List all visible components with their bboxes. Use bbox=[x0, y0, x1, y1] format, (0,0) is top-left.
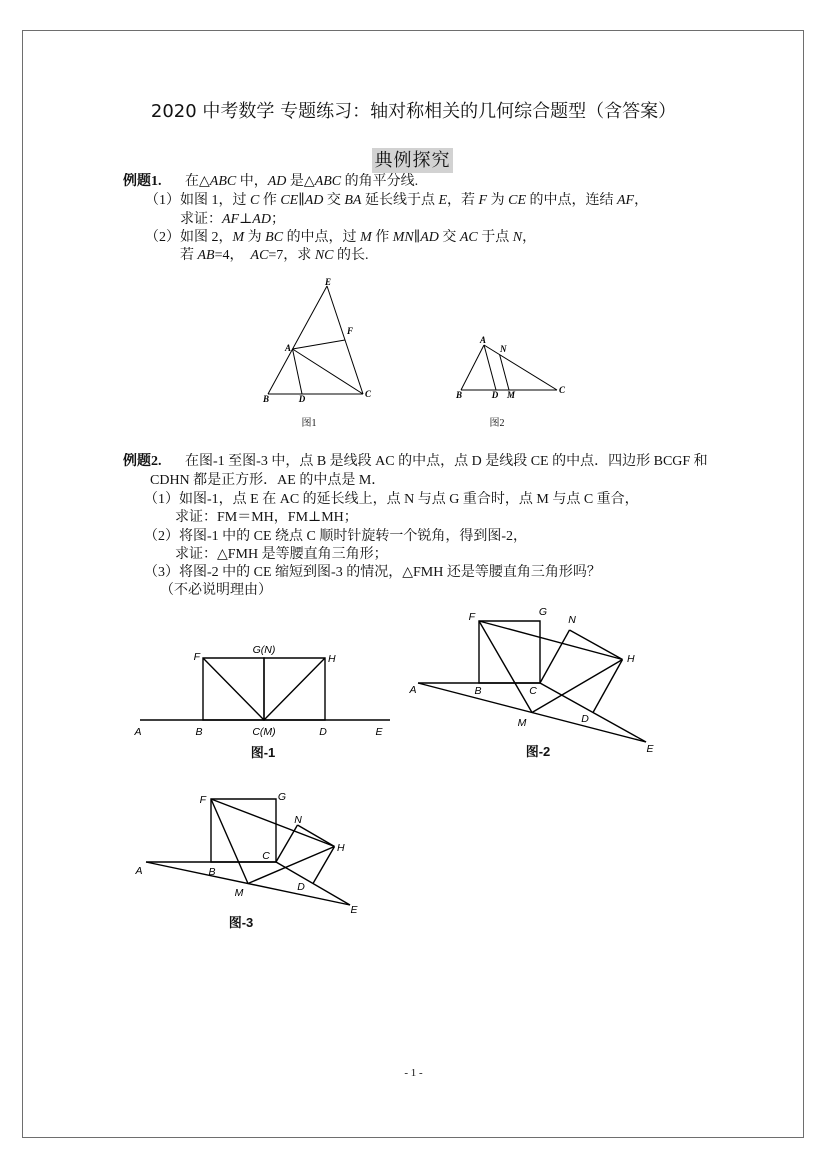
segment-dh bbox=[313, 847, 335, 884]
example1-figure2-diagram bbox=[450, 332, 570, 404]
point-label-m: M bbox=[234, 887, 244, 899]
segment-ab bbox=[461, 345, 484, 390]
example2-line-7: （3）将图-2 中的 CE 缩短到图-3 的情况，△FMH 还是等腰直角三角形吗？ bbox=[144, 565, 601, 580]
segment-hm bbox=[264, 658, 325, 720]
example2-label: 例题2. bbox=[123, 454, 162, 469]
math-variable: AF bbox=[617, 193, 635, 208]
text-run: 中， bbox=[236, 174, 268, 189]
math-variable: AD bbox=[267, 174, 287, 189]
text-run: 作 bbox=[259, 193, 281, 208]
math-variable: M bbox=[232, 230, 245, 245]
example1-line-1 bbox=[185, 173, 418, 191]
point-label-e: E bbox=[324, 277, 332, 287]
example2-figure3-caption: 图-3 bbox=[228, 915, 254, 930]
text-run: 为 bbox=[244, 230, 266, 245]
point-label-h: H bbox=[337, 842, 345, 854]
text-run: （1）如图 1，过 bbox=[145, 193, 250, 208]
example2-line-4: 求证：FM＝MH，FM⊥MH； bbox=[175, 510, 358, 525]
text-run: （2）如图 2， bbox=[145, 230, 233, 245]
math-variable: CE bbox=[508, 193, 526, 208]
point-label-m: M bbox=[517, 717, 527, 729]
example2-figure3-diagram bbox=[130, 788, 365, 918]
point-label-a: A bbox=[134, 726, 142, 738]
math-variable: M bbox=[360, 230, 372, 245]
point-label-c: C bbox=[365, 389, 372, 399]
text-run: ， bbox=[634, 193, 649, 208]
segment-fm bbox=[203, 658, 264, 720]
text-run: 为 bbox=[487, 193, 509, 208]
text-run: 作 bbox=[371, 230, 393, 245]
text-run: 延长线于点 bbox=[361, 193, 439, 208]
math-variable: NC bbox=[314, 248, 334, 263]
math-variable: C bbox=[250, 193, 260, 208]
example2-line-8: （不必说明理由） bbox=[160, 583, 272, 598]
point-label-h: H bbox=[328, 653, 336, 665]
text-run: 交 bbox=[438, 230, 460, 245]
example1-line-3 bbox=[180, 211, 285, 229]
point-label-c: C bbox=[262, 850, 270, 862]
math-variable: AD bbox=[252, 212, 271, 227]
text-run: 是△ bbox=[286, 174, 315, 189]
text-run: ，若 bbox=[447, 193, 479, 208]
math-variable: AF bbox=[222, 212, 240, 227]
point-label-h: H bbox=[627, 653, 635, 665]
segment-mh bbox=[248, 847, 335, 884]
point-label-d: D bbox=[581, 713, 589, 725]
example1-label: 例题1. bbox=[123, 174, 162, 189]
example2-line-6: 求证：△FMH 是等腰直角三角形； bbox=[175, 547, 388, 562]
point-label-b: B bbox=[208, 866, 216, 878]
segment-be bbox=[268, 286, 327, 394]
math-variable: AB bbox=[197, 248, 215, 263]
segment-ac bbox=[293, 349, 364, 394]
example2-figure1-diagram bbox=[130, 640, 395, 740]
point-label-n: N bbox=[500, 344, 507, 354]
math-variable: BA bbox=[344, 193, 362, 208]
example2-line-5: （2）将图-1 中的 CE 绕点 C 顺时针旋转一个锐角，得到图-2， bbox=[144, 529, 528, 544]
point-label-b: B bbox=[455, 390, 463, 400]
point-label-f: F bbox=[347, 326, 354, 336]
segment-ad bbox=[293, 349, 303, 394]
example1-figure2-caption: 图2 bbox=[489, 418, 505, 429]
point-label-e: E bbox=[350, 904, 358, 916]
point-label-f: F bbox=[199, 794, 206, 806]
example2-figure2-caption: 图-2 bbox=[525, 744, 551, 759]
segment-af bbox=[293, 340, 346, 349]
point-label-a: A bbox=[284, 343, 291, 353]
point-label-e: E bbox=[375, 726, 383, 738]
text-run: =4， bbox=[214, 248, 251, 263]
example2-line-2: CDHN 都是正方形．AE 的中点是 M． bbox=[150, 473, 386, 488]
point-label-a: A bbox=[409, 684, 417, 696]
point-label-g-n: G(N) bbox=[252, 644, 276, 656]
page-title: 2020 中考数学 专题练习：轴对称相关的几何综合题型（含答案） bbox=[150, 101, 677, 122]
point-label-f: F bbox=[468, 611, 475, 623]
math-variable: AC bbox=[459, 230, 478, 245]
section-header: 典例探究 bbox=[372, 148, 453, 173]
text-run: =7，求 bbox=[268, 248, 315, 263]
point-label-n: N bbox=[568, 614, 576, 626]
point-label-d: D bbox=[297, 881, 305, 893]
point-label-m: M bbox=[506, 390, 516, 400]
text-run: 的中点，连结 bbox=[526, 193, 617, 208]
math-variable: F bbox=[478, 193, 488, 208]
segment-hn bbox=[570, 630, 623, 660]
point-label-c: C bbox=[559, 385, 566, 395]
point-label-g: G bbox=[277, 791, 287, 803]
math-variable: ABC bbox=[209, 174, 237, 189]
point-label-c-m: C(M) bbox=[252, 726, 276, 738]
example2-line-1: 在图-1 至图-3 中，点 B 是线段 AC 的中点，点 D 是线段 CE 的中点．四边形 BCGF 和 bbox=[185, 454, 708, 469]
math-variable: MN∥AD bbox=[392, 230, 439, 245]
example1-line-2 bbox=[145, 192, 648, 210]
math-variable: AC bbox=[250, 248, 269, 263]
point-label-e: E bbox=[646, 743, 654, 755]
point-label-g: G bbox=[538, 606, 548, 618]
point-label-n: N bbox=[294, 814, 302, 826]
text-run: 交 bbox=[323, 193, 345, 208]
example1-line-4 bbox=[145, 229, 536, 247]
text-run: 求证： bbox=[180, 212, 222, 227]
math-variable: ABC bbox=[314, 174, 342, 189]
point-label-d: D bbox=[298, 394, 306, 404]
point-label-b: B bbox=[195, 726, 203, 738]
point-label-b: B bbox=[262, 394, 270, 404]
point-label-d: D bbox=[319, 726, 327, 738]
point-label-d: D bbox=[491, 390, 499, 400]
text-run: 的角平分线. bbox=[341, 174, 419, 189]
example2-figure1-caption: 图-1 bbox=[250, 745, 276, 760]
page-number: - 1 - bbox=[404, 1067, 423, 1079]
text-run: 的长. bbox=[333, 248, 369, 263]
point-label-a: A bbox=[135, 865, 143, 877]
text-run: 的中点，过 bbox=[283, 230, 361, 245]
math-variable: BC bbox=[265, 230, 284, 245]
point-label-b: B bbox=[474, 685, 482, 697]
segment-hn bbox=[298, 825, 335, 847]
math-variable: CE∥AD bbox=[280, 193, 324, 208]
example1-line-5 bbox=[180, 247, 369, 265]
text-run: 在△ bbox=[185, 174, 210, 189]
example1-figure1-diagram bbox=[255, 272, 380, 404]
segment-ac bbox=[484, 345, 557, 390]
example2-figure2-diagram bbox=[405, 602, 660, 757]
point-label-f: F bbox=[193, 651, 200, 663]
segment-fm bbox=[479, 621, 532, 713]
math-variable: N bbox=[512, 230, 523, 245]
text-run: ； bbox=[270, 212, 285, 227]
text-run: 于点 bbox=[477, 230, 513, 245]
text-run: ， bbox=[522, 230, 537, 245]
segment-fh bbox=[479, 621, 623, 660]
segment-fh bbox=[211, 799, 335, 847]
text-run: ⊥ bbox=[239, 212, 253, 227]
example1-figure1-caption: 图1 bbox=[301, 418, 317, 429]
text-run: 若 bbox=[180, 248, 198, 263]
example2-line-3: （1）如图-1，点 E 在 AC 的延长线上，点 N 与点 G 重合时，点 M 与点 C 重合， bbox=[144, 492, 639, 507]
point-label-a: A bbox=[479, 335, 487, 345]
math-variable: E bbox=[438, 193, 448, 208]
point-label-c: C bbox=[529, 685, 537, 697]
